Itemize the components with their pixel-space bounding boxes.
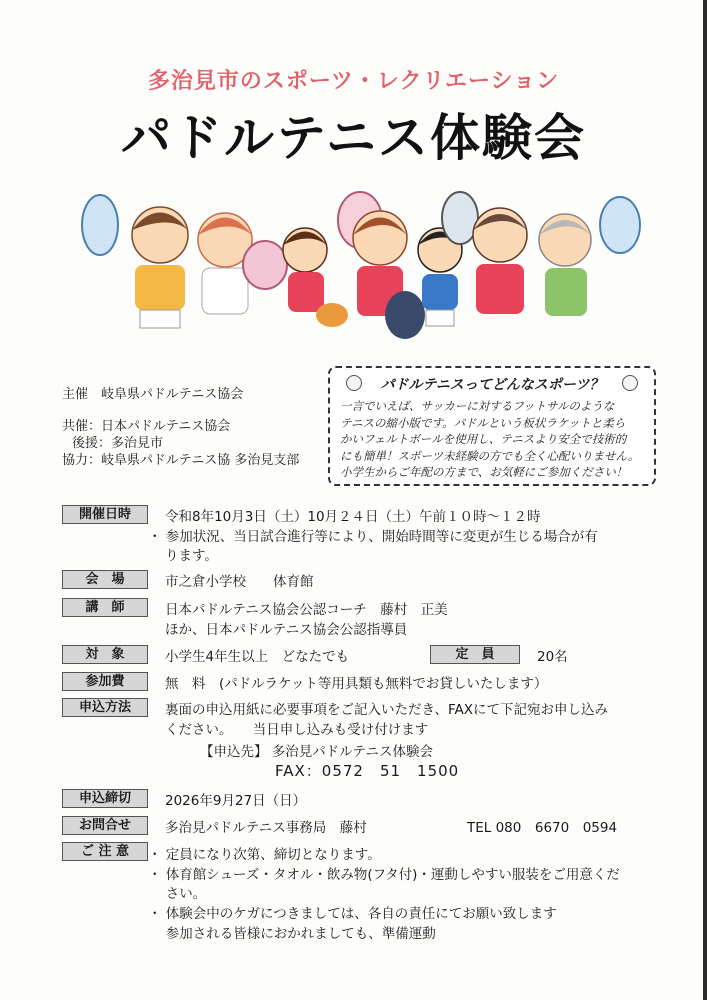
support-organizer: 後援：多治見市 [72, 436, 164, 451]
instructor-label: 講 師 [62, 598, 148, 617]
fax-number: FAX：0572 51 1500 [275, 762, 460, 780]
box-line: 小学生からご年配の方まで、お気軽にご参加ください！ [340, 465, 628, 479]
host-organizer: 主催 岐阜県パドルテニス協会 [62, 387, 244, 402]
target-label: 対 象 [62, 645, 148, 664]
apply-destination: 【申込先】 多治見パドルテニス体験会 [200, 744, 433, 760]
players-illustration [70, 190, 650, 350]
box-line: かいフェルトボールを使用し、テニスより安全で技術的 [340, 432, 627, 446]
fee-value: 無 料 (パドルラケット等用具類も無料でお貸しいたします） [165, 676, 548, 692]
cohost-organizer: 共催：日本パドルテニス協会 [62, 419, 231, 434]
scan-edge [703, 0, 707, 1000]
box-line: テニスの縮小版です。パドルという板状ラケットと柔ら [340, 415, 626, 430]
notes-line: 参加される皆様におかれましても、準備運動 [148, 926, 436, 942]
player-3-girl [283, 228, 348, 327]
player-7-grandmother [539, 197, 640, 316]
player-4-woman [338, 192, 425, 339]
notes-line: ・ 体験会中のケガにつきましては、各自の責任にてお願い致します [148, 906, 557, 922]
date-value: 令和8年10月3日（土）10月２４日（土）午前１０時～１２時 [165, 509, 541, 525]
instructor-line1: 日本パドルテニス協会公認コーチ 藤村 正美 [165, 602, 448, 618]
capacity-value: 20名 [537, 649, 568, 665]
contact-value: 多治見パドルテニス事務局 藤村 [165, 820, 367, 836]
about-paddle-tennis-box [328, 366, 656, 486]
notes-label: ご 注 意 [62, 842, 148, 861]
venue-value: 市之倉小学校 体育館 [165, 574, 314, 590]
deadline-label: 申込締切 [62, 789, 148, 808]
cooperation-organizer: 協力：岐阜県パドルテニス協 多治見支部 [62, 453, 300, 468]
player-2-grandmother [198, 213, 287, 314]
date-label: 開催日時 [62, 505, 148, 524]
box-body [340, 398, 646, 481]
apply-line2: ください。 当日申し込みも受け付けます [165, 722, 429, 738]
date-note-cont: ります。 [165, 548, 218, 564]
capacity-label: 定 員 [430, 645, 520, 664]
event-title: パドルテニス体験会 [121, 109, 586, 167]
box-title: パドルテニスってどんなスポーツ？ [380, 377, 604, 393]
box-line: 一言でいえば、サッカーに対するフットサルのような [340, 399, 615, 413]
target-value: 小学生4年生以上 どなたでも [165, 649, 350, 665]
fee-label: 参加費 [62, 672, 148, 691]
event-subtitle: 多治見市のスポーツ・レクリエーション [147, 69, 560, 94]
notes-line: ・ 体育館シューズ・タオル・飲み物(フタ付)・運動しやすい服装をご用意くだ [148, 867, 620, 883]
instructor-line2: ほか、日本パドルテニス協会公認指導員 [165, 622, 408, 638]
apply-label: 申込方法 [62, 698, 148, 717]
contact-tel: TEL 080 6670 0594 [467, 820, 618, 836]
deadline-value: 2026年9月27日（日） [165, 793, 307, 809]
player-1-boy [82, 195, 188, 328]
date-note: ・ 参加状況、当日試合進行等により、開始時間等に変更が生じる場合が有 [148, 529, 598, 545]
apply-line1: 裏面の申込用紙に必要事項をご記入いただき、FAXにて下記宛お申し込み [165, 702, 608, 718]
venue-label: 会 場 [62, 570, 148, 589]
box-line: にも簡単！スポーツ未経験の方でも全く心配いりません。 [340, 448, 640, 463]
notes-line: ・ 定員になり次第、締切となります。 [148, 847, 381, 863]
notes-line: さい。 [148, 886, 207, 902]
contact-label: お問合せ [62, 816, 148, 835]
